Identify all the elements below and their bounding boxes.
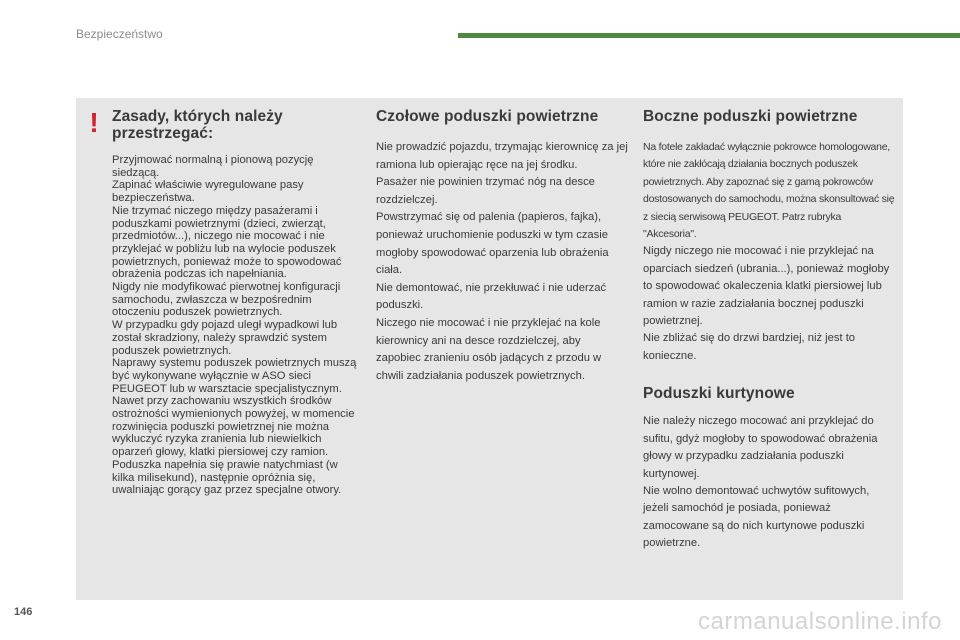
header-accent-rule [458, 33, 960, 38]
curtain-airbags-body: Nie należy niczego mocować ani przyklejać do sufitu, gdyż mogłoby to spowodować obrażenia głowy w przypadku zadziałania poduszki kurtynowej. Nie wolno demontować uchwytów sufitowych, jeżeli samochód je posiada, ponieważ zamocowane są do nich kurtynowe poduszki powietrzne. [643, 415, 878, 550]
warning-exclamation-icon: ! [89, 107, 99, 138]
frontal-airbags-body: Nie prowadzić pojazdu, trzymając kierownicę za jej ramiona lub opierając ręce na jej środku. Pasażer nie powinien trzymać nóg na desce rozdzielczej. Powstrzymać się od palenia (papieros, fajka), ponieważ uruchomienie poduszki w tym czasie mogłoby spowodować oparzenia lub obrażenia ciała. Nie demontować, nie przekłuwać i nie uderzać poduszki. Niczego nie mocować i nie przyklejać na kole kierownicy ani na desce rozdzielczej, aby zapobiec zranieniu osób jadących z przodu w chwili zadziałania poduszek powietrznych. [376, 141, 628, 382]
side-airbags-covers-text: Na fotele zakładać wyłącznie pokrowce homologowane, które nie zakłócają działania bocznych poduszek powietrznych. Aby zapoznać się z gamą pokrowców dostosowanych do samochodu, można skonsultować się z siecią serwisową PEUGEOT. Patrz rubryka "Akcesoria". [643, 141, 895, 241]
section-title: Bezpieczeństwo [76, 27, 163, 41]
watermark: carmanualsonline.info [698, 608, 942, 635]
warning-body: Przyjmować normalną i pionową pozycję siedzącą. Zapinać właściwie wyregulowane pasy bezpieczeństwa. Nie trzymać niczego między pasażerami i poduszkami powietrznymi (dzieci, zwierząt, przedmiotów...), niczego nie mocować i nie przyklejać w pobliżu lub na wylocie poduszek powietrznych, ponieważ może to spowodować obrażenia podczas ich napełniania. Nigdy nie modyfikować pierwotnej konfiguracji samochodu, zwłaszcza w bezpośrednim otoczeniu poduszek powietrznych. W przypadku gdy pojazd uległ wypadkowi lub został skradziony, należy sprawdzić system poduszek powietrznych. Naprawy systemu poduszek powietrznych muszą być wykonywane wyłącznie w ASO sieci PEUGEOT lub w warsztacie specjalistycznym. Nawet przy zachowaniu wszystkich środków ostrożności wymienionych powyżej, w momencie rozwinięcia poduszki powietrznej nie można wykluczyć ryzyka zranienia lub niewielkich oparzeń głowy, klatki piersiowej czy ramion. Poduszka napełnia się prawie natychmiast (w kilka milisekund), następnie opróżnia się, uwalniając gorący gaz przez specjalne otwory. [112, 154, 357, 497]
side-airbags-column [643, 108, 895, 553]
side-airbags-heading: Boczne poduszki powietrzne [643, 108, 858, 125]
warning-column [112, 108, 358, 497]
curtain-airbags-heading: Poduszki kurtynowe [643, 385, 795, 403]
page-number: 146 [14, 606, 33, 618]
frontal-airbags-heading: Czołowe poduszki powietrzne [376, 108, 599, 125]
warning-heading: Zasady, których należy przestrzegać: [112, 108, 283, 142]
side-airbags-body: Nigdy niczego nie mocować i nie przyklejać na oparciach siedzeń (ubrania...), ponieważ mogłoby to spowodować okaleczenia klatki piersiowej lub ramion w razie zadziałania bocznej poduszki powietrznej. Nie zbliżać się do drzwi bardziej, niż jest to konieczne. [643, 245, 890, 362]
safety-panel [76, 98, 903, 600]
frontal-airbags-column [376, 108, 628, 385]
